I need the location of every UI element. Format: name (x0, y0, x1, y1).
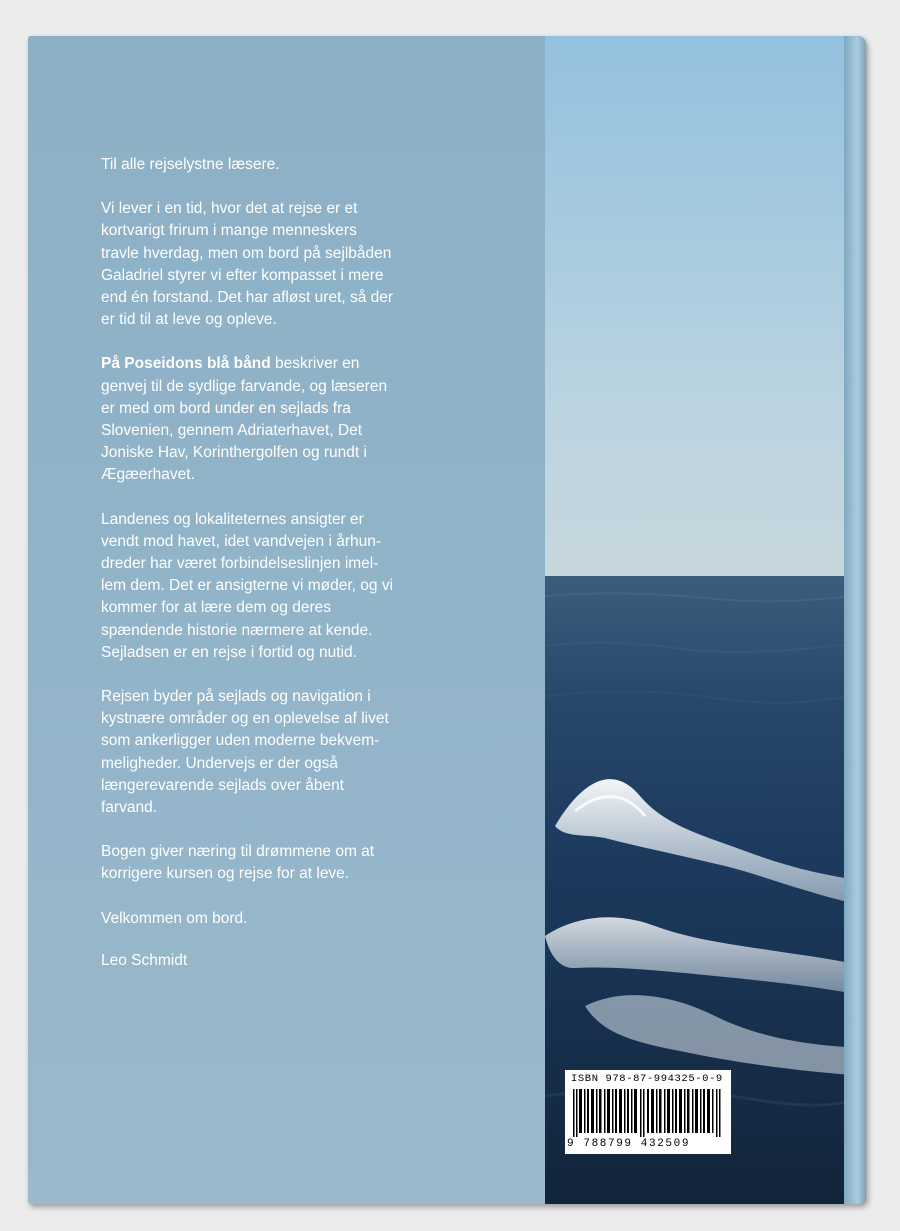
paragraph-2 (101, 353, 501, 486)
paragraph-4: Rejsen byder på sejlads og navigation i kystnære områder og en oplevelse af livet som ankerligger uden moderne bekvem- meligheder. Undervejs er der også længerevarende sejlads over åbent farvand. (101, 688, 389, 817)
isbn-barcode-label (565, 1070, 731, 1154)
paragraph-2-rest: beskriver en genvej til de sydlige farvande, og læseren er med om bord under en sejlads fra Slovenien, gennem Adriaterhavet, Det Joniske Hav, Korinthergolfen og rundt i Ægæerhavet. (101, 355, 388, 484)
book-title-inline: På Poseidons blå bånd (101, 355, 271, 373)
paragraph-1: Vi lever i en tid, hvor det at rejse er et kortvarigt frirum i mange menneskers travle hverdag, men om bord på sejlbåden Galadriel styrer vi efter kompasset i mere end én forstand. Det har afløst uret, så der er tid til at leve og opleve. (101, 200, 394, 329)
isbn-text: ISBN 978-87-994325-0-9 (571, 1073, 723, 1085)
barcode-icon (573, 1089, 723, 1137)
sky (545, 36, 866, 576)
book-spine (844, 36, 866, 1204)
paragraph-6: Velkommen om bord. (101, 909, 248, 927)
sea-photo (545, 36, 866, 1204)
blurb (101, 154, 501, 994)
author-name: Leo Schmidt (101, 951, 188, 969)
paragraph-5: Bogen giver næring til drømmene om at korrigere kursen og rejse for at leve. (101, 843, 375, 883)
text-panel (28, 36, 545, 1204)
paragraph-3: Landenes og lokaliteternes ansigter er vendt mod havet, idet vandvejen i århun- dreder har været forbindelseslinjen imel- lem dem. Det er ansigterne vi møder, og vi kommer for at lære dem og deres spændende historie nærmere at kende. Sejladsen er en rejse i fortid og nutid. (101, 510, 394, 661)
book-back-cover (28, 36, 866, 1204)
greeting: Til alle rejselystne læsere. (101, 156, 280, 173)
barcode-digits: 9 788799 432509 (567, 1138, 691, 1150)
